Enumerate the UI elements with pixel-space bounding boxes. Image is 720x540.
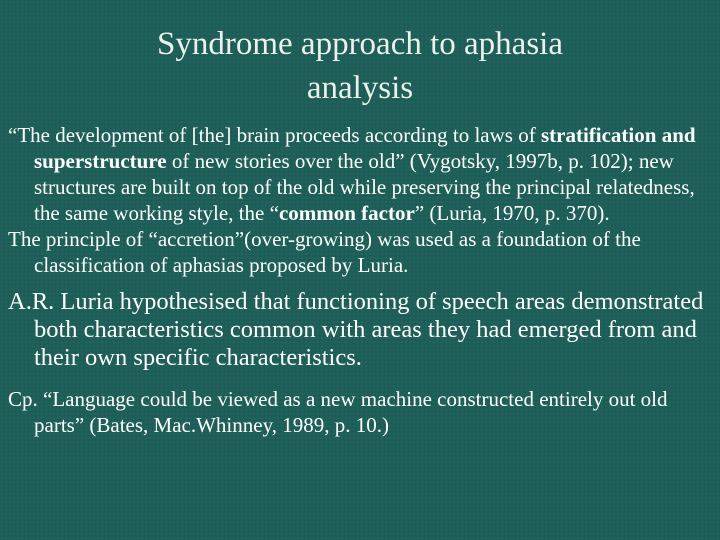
slide-title-line2: analysis (306, 70, 414, 106)
quote-bold-stratification: stratification and superstructure (34, 123, 696, 173)
quote-text-part1: “The development of [the] brain proceeds according to laws of (8, 123, 541, 147)
accretion-paragraph: The principle of “accretion”(over-growing) was used as a foundation of the classification of aphasias proposed by Luria. (8, 227, 641, 277)
quote-bold-common-factor: common factor (278, 201, 415, 225)
bates-quote-paragraph: Cp. “Language could be viewed as a new machine constructed entirely out old parts” (Bates, Mac.Whinney, 1989, p. 10.) (8, 387, 668, 437)
slide-title-line1: Syndrome approach to aphasia (157, 26, 563, 62)
quote-text-part3: ” (Luria, 1970, p. 370). (414, 201, 610, 225)
quote-text-part2: of new stories over the old” (Vygotsky, 1997b, p. 102); new structures are built on top of the old while preserving the principal relatedness, the same working style, the “ (34, 149, 695, 225)
vygotsky-quote-paragraph (8, 122, 714, 226)
slide-title (60, 22, 660, 110)
luria-hypothesis-paragraph: A.R. Luria hypothesised that functioning of speech areas demonstrated both characteristics common with areas they had emerged from and their own specific characteristics. (8, 288, 704, 371)
slide-body (8, 122, 714, 438)
